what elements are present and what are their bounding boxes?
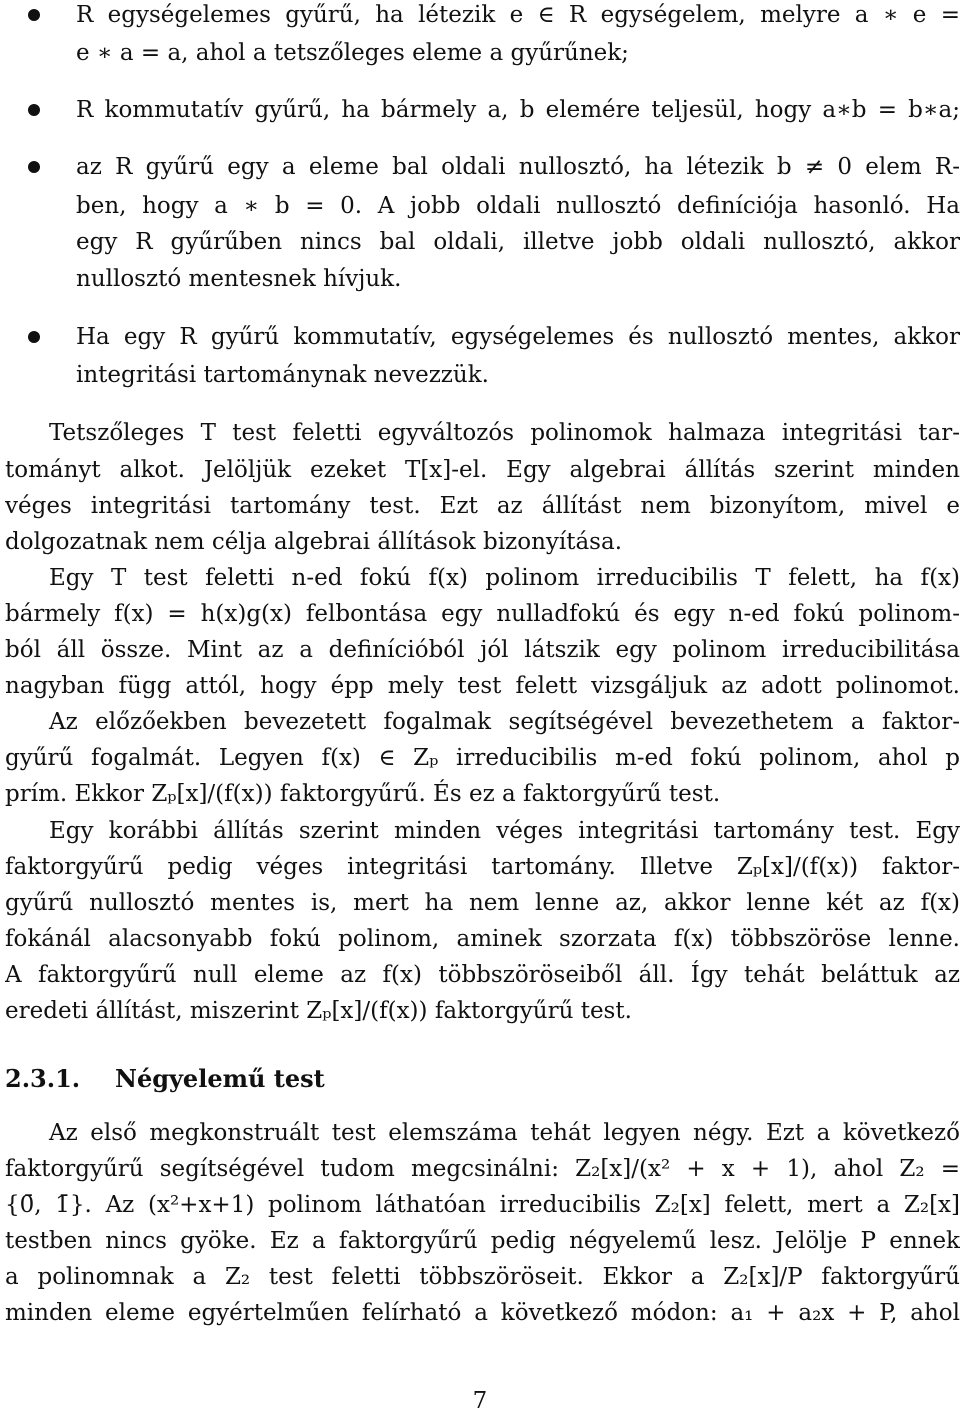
text-line: véges integritási tartomány test. Ezt az állítást nem bizonyítom, mivel e bbox=[5, 493, 960, 519]
text-line: A faktorgyűrű null eleme az f(x) többszöröseiből áll. Így tehát beláttuk az bbox=[5, 962, 960, 988]
text-line: R egységelemes gyűrű, ha létezik e ∈ R egységelem, melyre a ∗ e = bbox=[76, 2, 960, 28]
text-line: R kommutatív gyűrű, ha bármely a, b elemére teljesül, hogy a∗b = b∗a; bbox=[76, 97, 960, 123]
text-line: dolgozatnak nem célja algebrai állítások bizonyítása. bbox=[5, 529, 623, 555]
text-line: eredeti állítást, miszerint Zₚ[x]/(f(x)) faktorgyűrű test. bbox=[5, 998, 632, 1024]
section-heading bbox=[5, 1064, 325, 1094]
text-line: a polinomnak a Z₂ test feletti többszöröseit. Ekkor a Z₂[x]/P faktorgyűrű bbox=[5, 1264, 960, 1290]
text-line: egy R gyűrűben nincs bal oldali, illetve jobb oldali nullosztó, akkor bbox=[76, 229, 960, 255]
text-line: {0̄, 1̄}. Az (x²+x+1) polinom láthatóan irreducibilis Z₂[x] felett, mert a Z₂[x] bbox=[5, 1192, 960, 1218]
text-line: nagyban függ attól, hogy épp mely test felett vizsgáljuk az adott polinomot. bbox=[5, 673, 960, 699]
text-line: faktorgyűrű segítségével tudom megcsinálni: Z₂[x]/(x² + x + 1), ahol Z₂ = bbox=[5, 1156, 960, 1182]
text-line: minden eleme egyértelműen felírható a következő módon: a₁ + a₂x + P, ahol bbox=[5, 1300, 960, 1326]
text-line: faktorgyűrű pedig véges integritási tartomány. Illetve Zₚ[x]/(f(x)) faktor- bbox=[5, 854, 960, 880]
text-line: gyűrű nullosztó mentes is, mert ha nem lenne az, akkor lenne két az f(x) bbox=[5, 890, 960, 916]
section-number: 2.3.1. bbox=[5, 1064, 81, 1093]
text-line: ben, hogy a ∗ b = 0. A jobb oldali nullosztó definíciója hasonló. Ha bbox=[76, 193, 960, 219]
text-line: fokánál alacsonyabb fokú polinom, aminek szorzata f(x) többszöröse lenne. bbox=[5, 926, 960, 952]
page-number: 7 bbox=[472, 1388, 488, 1414]
text-line: integritási tartománynak nevezzük. bbox=[76, 362, 489, 388]
text-line: Egy korábbi állítás szerint minden véges integritási tartomány test. Egy bbox=[49, 818, 960, 844]
text-line: Egy T test feletti n-ed fokú f(x) polinom irreducibilis T felett, ha f(x) bbox=[49, 565, 960, 591]
text-line: testben nincs gyöke. Ez a faktorgyűrű pedig négyelemű lesz. Jelölje P ennek bbox=[5, 1228, 960, 1254]
bullet-dot bbox=[28, 161, 40, 173]
text-line: Az első megkonstruált test elemszáma tehát legyen négy. Ezt a következő bbox=[49, 1120, 960, 1146]
bullet-dot bbox=[28, 9, 40, 21]
text-line: gyűrű fogalmát. Legyen f(x) ∈ Zₚ irreducibilis m-ed fokú polinom, ahol p bbox=[5, 745, 960, 771]
text-line: Az előzőekben bevezetett fogalmak segítségével bevezethetem a faktor- bbox=[49, 709, 960, 735]
text-line: prím. Ekkor Zₚ[x]/(f(x)) faktorgyűrű. És ez a faktorgyűrű test. bbox=[5, 781, 721, 807]
text-line: ból áll össze. Mint az a definícióból jól látszik egy polinom irreducibilitása bbox=[5, 637, 960, 663]
text-line: nullosztó mentesnek hívjuk. bbox=[76, 266, 402, 292]
text-line: bármely f(x) = h(x)g(x) felbontása egy nulladfokú és egy n-ed fokú polinom- bbox=[5, 601, 960, 627]
text-line: az R gyűrű egy a eleme bal oldali nullosztó, ha létezik b ≠ 0 elem R- bbox=[76, 154, 960, 180]
text-line: tományt alkot. Jelöljük ezeket T[x]-el. Egy algebrai állítás szerint minden bbox=[5, 457, 960, 483]
text-line: Ha egy R gyűrű kommutatív, egységelemes és nullosztó mentes, akkor bbox=[76, 324, 960, 350]
section-title: Négyelemű test bbox=[115, 1064, 325, 1093]
text-line: Tetszőleges T test feletti egyváltozós polinomok halmaza integritási tar- bbox=[49, 420, 960, 446]
bullet-dot bbox=[28, 104, 40, 116]
bullet-dot bbox=[28, 331, 40, 343]
text-line: e ∗ a = a, ahol a tetszőleges eleme a gyűrűnek; bbox=[76, 40, 629, 66]
